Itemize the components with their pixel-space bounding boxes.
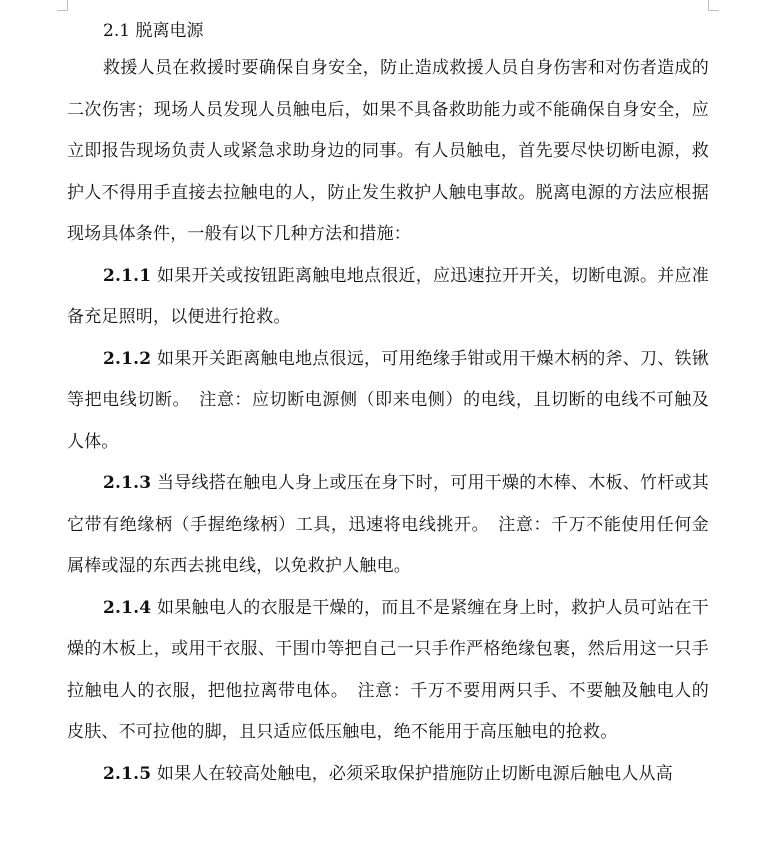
paragraph-text: 救援人员在救援时要确保自身安全，防止造成救援人员自身伤害和对伤者造成的二次伤害；现场人员发现人员触电后，如果不具备救助能力或不能确保自身安全，应立即报告现场负责人或紧急求助身边的同事。有人员触电，首先要尽快切断电源，救护人不得用手直接去拉触电的人，防止发生救护人触电事故。脱离电源的方法应根据现场具体条件，一般有以下几种方法和措施： (67, 58, 709, 244)
paragraph-text: 当导线搭在触电人身上或压在身下时，可用干燥的木棒、木板、竹杆或其它带有绝缘柄（手握绝缘柄）工具，迅速将电线挑开。 注意：千万不能使用任何金属棒或湿的东西去挑电线，以免救护人触电。 (67, 473, 709, 576)
document-body (67, 14, 709, 795)
clause-number: 2.1.1 (103, 265, 152, 286)
paragraph-2-1-3 (67, 463, 709, 588)
clause-number: 2.1.4 (103, 597, 152, 618)
clause-number: 2.1.2 (103, 348, 152, 369)
paragraph-2-1-4 (67, 588, 709, 754)
paragraph-text: 如果触电人的衣服是干燥的，而且不是紧缠在身上时，救护人员可站在干燥的木板上，或用干衣服、干围巾等把自己一只手作严格绝缘包裹，然后用这一只手拉触电人的衣服，把他拉离带电体。 注意：千万不要用两只手、不要触及触电人的皮肤、不可拉他的脚，且只适应低压触电，绝不能用于高压触电的抢救。 (67, 597, 709, 742)
section-heading: 2.1 脱离电源 (103, 21, 204, 41)
paragraph-2-1-2 (67, 339, 709, 464)
margin-corner-mark-right (708, 0, 719, 11)
clause-number: 2.1.3 (103, 473, 152, 493)
paragraph-2-1-5 (67, 754, 709, 796)
paragraph-intro (67, 48, 709, 256)
clause-number: 2.1.5 (103, 763, 152, 784)
paragraph-text: 如果人在较高处触电，必须采取保护措施防止切断电源后触电人从高 (151, 763, 673, 784)
paragraph-text: 如果开关或按钮距离触电地点很近，应迅速拉开开关，切断电源。并应准备充足照明，以便进行抢救。 (67, 265, 709, 327)
paragraph-2-1-1 (67, 256, 709, 339)
margin-corner-mark-left (57, 0, 68, 11)
paragraph-text: 如果开关距离触电地点很远，可用绝缘手钳或用干燥木柄的斧、刀、铁锹等把电线切断。 注意：应切断电源侧（即来电侧）的电线，且切断的电线不可触及人体。 (67, 348, 709, 452)
